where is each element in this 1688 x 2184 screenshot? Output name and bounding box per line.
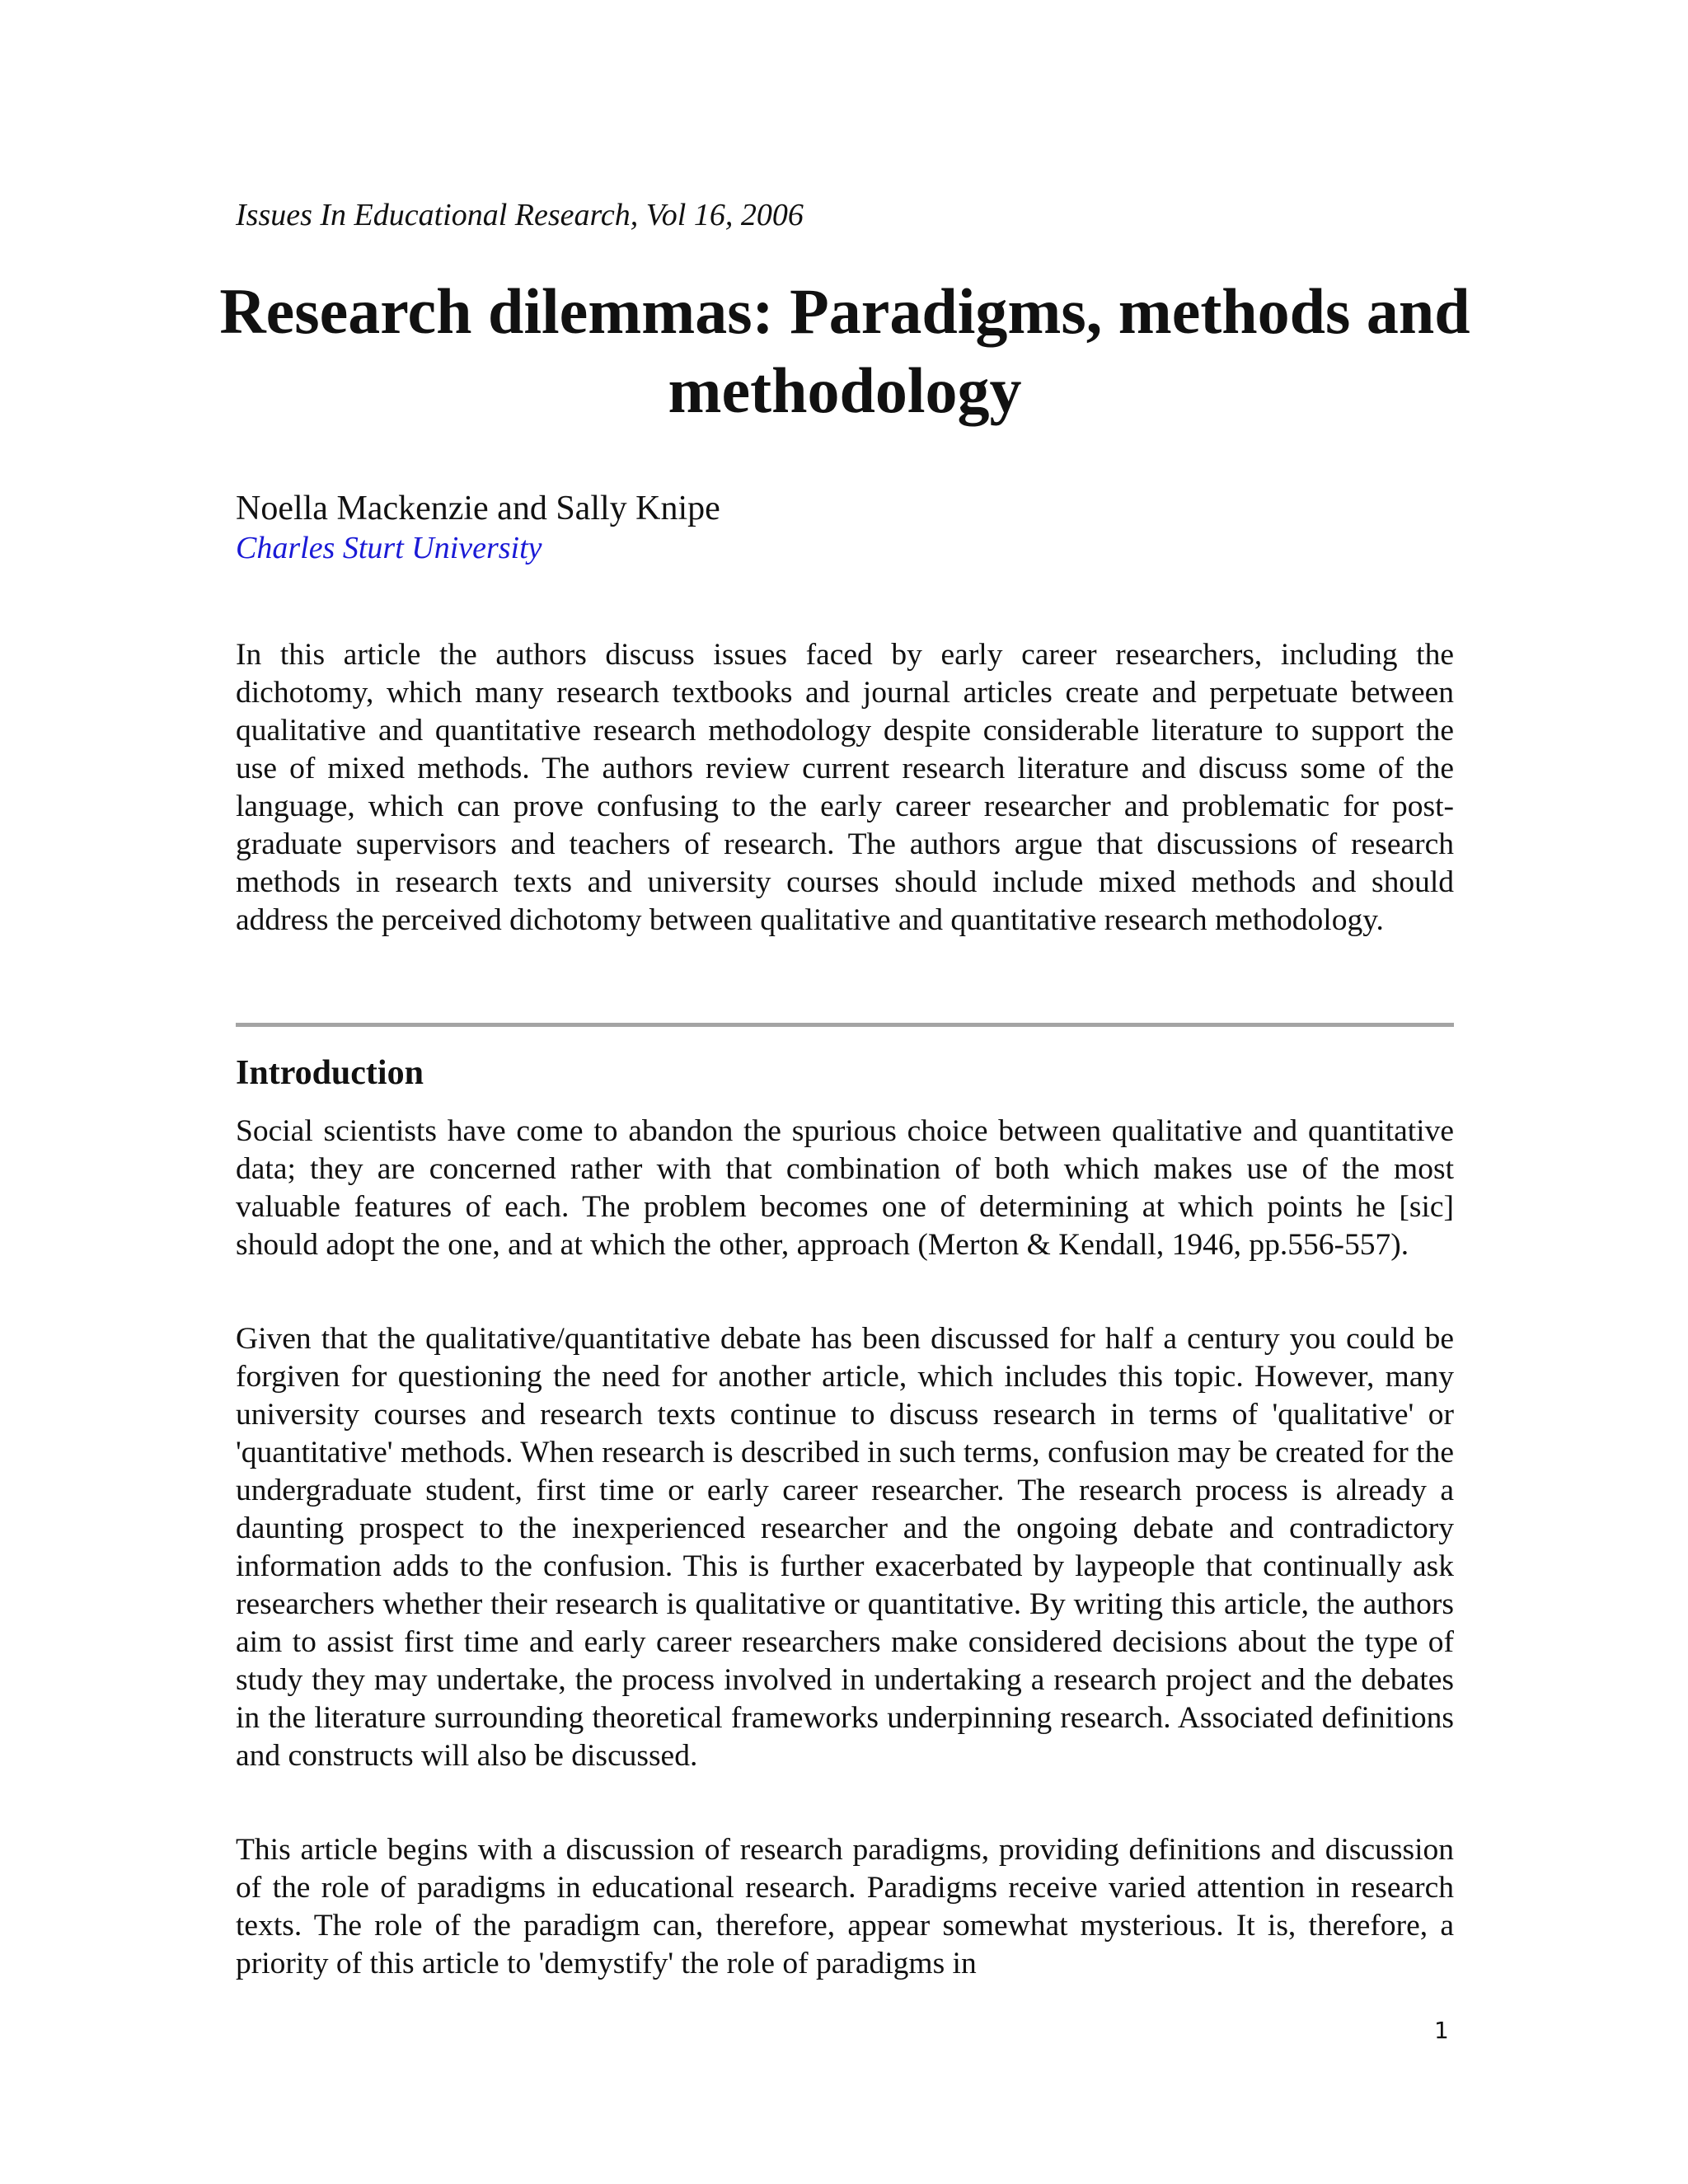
author-affiliation: Charles Sturt University (236, 531, 542, 565)
page-number: 1 (1434, 2017, 1449, 2044)
journal-citation: Issues In Educational Research, Vol 16, 2006 (236, 198, 804, 232)
abstract-paragraph: In this article the authors discuss issues faced by early career researchers, including the dichotomy, which many research textbooks and journal articles create and perpetuate between qualitative and quantitative research methodology despite considerable literature to support the use of mixed methods. The authors review current research literature and discuss some of the language, which can prove confusing to the early career researcher and problematic for post-graduate supervisors and teachers of research. The authors argue that discussions of research methods in research texts and university courses should include mixed methods and should address the perceived dichotomy between qualitative and quantitative research methodology. (236, 638, 1454, 937)
author-names: Noella Mackenzie and Sally Knipe (236, 490, 720, 527)
introduction-paragraph-2: Given that the qualitative/quantitative debate has been discussed for half a century you could be forgiven for questioning the need for another article, which includes this topic. However, many university courses and research texts continue to discuss research in terms of 'qualitative' or 'quantitative' methods. When research is described in such terms, confusion may be created for the undergraduate student, first time or early career researcher. The research process is already a daunting prospect to the inexperienced researcher and the ongoing debate and contradictory information adds to the confusion. This is further exacerbated by laypeople that continually ask researchers whether their research is qualitative or quantitative. By writing this article, the authors aim to assist first time and early career researchers make considered decisions about the type of study they may undertake, the process involved in undertaking a research project and the debates in the literature surrounding theoretical frameworks underpinning research. Associated definitions and constructs will also be discussed. (236, 1322, 1454, 1773)
introduction-paragraph-quote: Social scientists have come to abandon the spurious choice between qualitative and quantitative data; they are concerned rather with that combination of both which makes use of the most valuable features of each. The problem becomes one of determining at which points he [sic] should adopt the one, and at which the other, approach (Merton & Kendall, 1946, pp.556-557). (236, 1114, 1454, 1262)
introduction-heading: Introduction (236, 1054, 424, 1092)
article-title: Research dilemmas: Paradigms, methods and methodology (219, 275, 1470, 426)
introduction-paragraph-3: This article begins with a discussion of research paradigms, providing definitions and discussion of the role of paradigms in educational research. Paradigms receive varied attention in research texts. The role of the paradigm can, therefore, appear somewhat mysterious. It is, therefore, a priority of this article to 'demystify' the role of paradigms in (236, 1833, 1454, 1980)
section-divider (236, 1023, 1454, 1027)
